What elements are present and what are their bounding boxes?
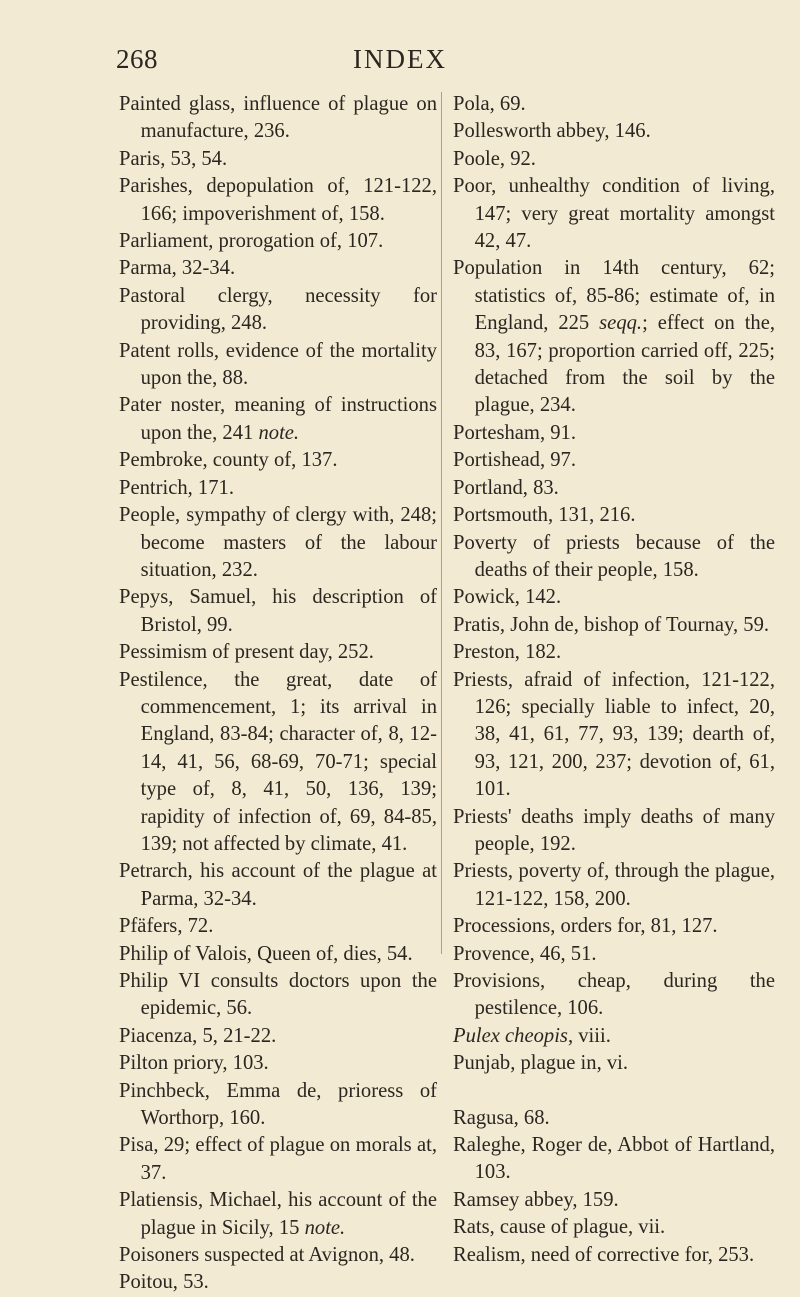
index-entry [119, 667, 437, 859]
index-entry [453, 146, 775, 173]
index-entry-text: Pinchbeck, Emma de, prioress of Worthorp, 160. [119, 1079, 437, 1130]
index-entry [119, 858, 437, 913]
index-entry-text: Pola, 69. [453, 93, 526, 115]
index-entry [453, 639, 775, 666]
index-entry [453, 1214, 775, 1241]
index-entry-text: Priests' deaths imply deaths of many people, 192. [453, 805, 775, 855]
index-entry-text: Philip VI consults doctors upon the epidemic, 56. [119, 970, 437, 1020]
index-entry-text: Parliament, prorogation of, 107. [119, 230, 384, 253]
index-entry [119, 338, 437, 393]
index-entry [453, 941, 775, 968]
index-entry [453, 1242, 775, 1269]
index-entry [453, 667, 775, 804]
index-entry [119, 913, 437, 940]
index-entry-text: Ramsey abbey, 159. [453, 1188, 619, 1211]
index-entry [119, 502, 437, 584]
index-entry-text: Priests, afraid of infection, 121-122, 126; specially liable to infect, 20, 38, 41, 61, 77, 93, 139; dearth of, 93, 121, 200, 237; devotion of, 61, 101. [453, 668, 775, 801]
index-entry [119, 173, 437, 228]
index-entry-text: Preston, 182. [453, 641, 562, 664]
column-divider [441, 92, 442, 954]
index-entry-text: Pfäfers, 72. [119, 915, 214, 938]
index-entry [453, 612, 775, 639]
index-entry-text: Provisions, cheap, during the pestilence, 106. [453, 970, 775, 1020]
index-entry [119, 941, 437, 968]
index-entry [453, 1105, 775, 1132]
index-entry-text: People, sympathy of clergy with, 248; become masters of the labour situation, 232. [119, 504, 437, 581]
index-entry [119, 1023, 437, 1050]
index-entry [453, 968, 775, 1023]
index-entry-italic: seqq. [599, 312, 643, 335]
index-entry-text: Ragusa, 68. [453, 1106, 550, 1129]
index-entry [453, 804, 775, 859]
index-entry [453, 420, 775, 447]
index-entry-text: Petrarch, his account of the plague at Parma, 32-34. [119, 860, 437, 910]
index-entry [453, 173, 775, 255]
index-entry-text: Priests, poverty of, through the plague, 121-122, 158, 200. [453, 860, 775, 910]
page-header [0, 44, 800, 80]
index-entry-text: Raleghe, Roger de, Abbot of Hartland, 103. [453, 1134, 775, 1184]
index-entry [453, 913, 775, 940]
index-entry [119, 584, 437, 639]
index-entry [453, 858, 775, 913]
page-number: 268 [116, 44, 158, 74]
index-entry [453, 255, 775, 419]
index-entry-text: Poor, unhealthy condition of living, 147; very great mortality amongst 42, 47. [453, 175, 775, 253]
index-entry-text: Pepys, Samuel, his description of Bristol, 99. [119, 586, 437, 636]
index-entry-text: Parma, 32-34. [119, 257, 236, 280]
index-entry-text: Pater noster, meaning of instructions upon the, 241 [119, 394, 437, 444]
index-entry [119, 392, 437, 447]
index-entry [453, 475, 775, 502]
index-entry-text: , viii. [567, 1024, 611, 1047]
index-entry-text: Poitou, 53. [119, 1271, 209, 1294]
index-entry [119, 91, 437, 146]
index-entry-text: Rats, cause of plague, vii. [453, 1216, 666, 1239]
index-entry [119, 146, 437, 173]
index-entry-text: Parishes, depopulation of, 121-122, 166; impoverishment of, 158. [119, 175, 437, 225]
index-entry [453, 502, 775, 529]
index-entry [119, 475, 437, 502]
index-entry-italic: Pulex cheopis [453, 1024, 568, 1047]
index-entry-text: Pessimism of present day, 252. [119, 641, 374, 664]
index-entry-text: Pestilence, the great, date of commencement, 1; its arrival in England, 83-84; character of, 8, 12-14, 41, 56, 68-69, 70-71; special type of, 8, 41, 50, 136, 139; rapidity of infection of, 69, 84-85, 139; not affected by climate, 41. [119, 668, 437, 855]
index-entry-text: Portsmouth, 131, 216. [453, 504, 636, 527]
index-entry-text: Pembroke, county of, 137. [119, 449, 338, 472]
index-entry [119, 283, 437, 338]
index-entry-text: Patent rolls, evidence of the mortality upon the, 88. [119, 339, 437, 390]
index-entry-text: Portishead, 97. [453, 449, 576, 472]
index-entry-text: Portland, 83. [453, 476, 559, 499]
index-entry-text: Paris, 53, 54. [119, 147, 228, 170]
index-entry [453, 1050, 775, 1077]
index-column-left [119, 91, 437, 1297]
index-entry-text: Pilton priory, 103. [119, 1052, 269, 1075]
index-column-right [453, 91, 775, 1269]
index-entry [453, 91, 775, 118]
index-entry [119, 228, 437, 255]
index-entry [453, 1187, 775, 1214]
index-entry-text: Realism, need of corrective for, 253. [453, 1243, 755, 1266]
index-entry-text: Poole, 92. [453, 147, 536, 170]
index-entry [119, 447, 437, 474]
index-entry-text: Population in 14th century, 62; statistics of, 85-86; estimate of, in England, 225 [453, 257, 775, 335]
index-entry [453, 1023, 775, 1050]
page-title: INDEX [353, 44, 447, 74]
index-entry [119, 1187, 437, 1242]
index-entry [119, 639, 437, 666]
index-entry-text: ; effect on the, 83, 167; proportion carried off, 225; detached from the soil by the plague, 234. [474, 312, 775, 417]
index-entry [119, 255, 437, 282]
index-entry-text: Painted glass, influence of plague on manufacture, 236. [119, 93, 437, 143]
index-entry [119, 1269, 437, 1296]
index-entry-text: Platiensis, Michael, his account of the plague in Sicily, 15 [119, 1189, 437, 1239]
index-entry-text: Pastoral clergy, necessity for providing, 248. [119, 284, 437, 335]
index-entry [119, 1242, 437, 1269]
index-entry-text: Punjab, plague in, vi. [453, 1052, 629, 1075]
index-entry [119, 1132, 437, 1187]
index-entry [119, 1078, 437, 1133]
index-entry [453, 118, 775, 145]
index-entry [119, 968, 437, 1023]
index-entry-text: Philip of Valois, Queen of, dies, 54. [119, 942, 413, 965]
index-entry-text: Piacenza, 5, 21-22. [119, 1024, 277, 1047]
index-entry-text: Poisoners suspected at Avignon, 48. [119, 1244, 415, 1267]
index-entry-text: Provence, 46, 51. [453, 942, 597, 965]
index-entry-text: Pratis, John de, bishop of Tournay, 59. [453, 613, 770, 636]
index-entry [453, 584, 775, 611]
index-entry-text: Poverty of priests because of the deaths of their people, 158. [453, 531, 775, 581]
index-entry-text: Powick, 142. [453, 586, 562, 609]
index-entry-text: Pentrich, 171. [119, 476, 234, 499]
index-entry-text: Processions, orders for, 81, 127. [453, 915, 718, 938]
index-entry [453, 1132, 775, 1187]
index-entry [119, 1050, 437, 1077]
index-entry [453, 530, 775, 585]
index-entry-italic: note. [258, 421, 300, 444]
index-entry-italic: note. [304, 1216, 346, 1239]
index-entry-text: Pisa, 29; effect of plague on morals at, 37. [119, 1134, 437, 1184]
index-entry-text: Portesham, 91. [453, 421, 576, 444]
index-entry [453, 447, 775, 474]
index-entry-text: Pollesworth abbey, 146. [453, 120, 651, 143]
